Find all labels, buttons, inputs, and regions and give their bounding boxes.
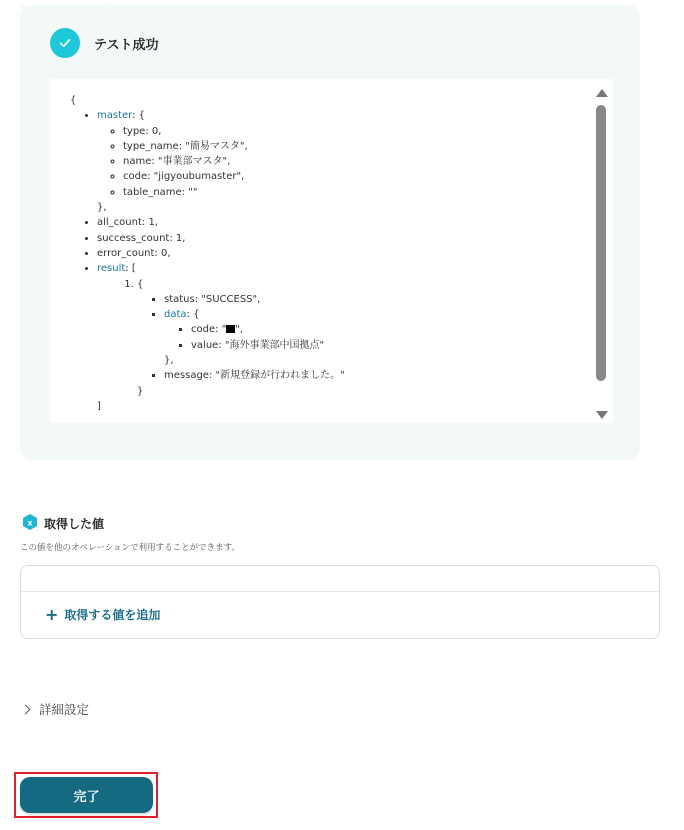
svg-text:x: x [27, 518, 33, 528]
json-output-box[interactable] [50, 79, 613, 423]
json-item-master: • master: { ◦ type: 0, ◦ type_name: "簡易マスタ", ◦ name: "事業部マスタ", ◦ code: "jigyoubumaster", ◦ table_name: "" }, [97, 108, 345, 215]
json-item-data: ▪ data: { ▪ code: " ", ▪ value: "海外事業部中国拠点" }, [164, 307, 345, 368]
json-field: • error_count: 0, [97, 246, 345, 261]
json-key-result[interactable]: result [97, 263, 126, 275]
done-button[interactable]: 完了 [20, 777, 153, 813]
json-close-bracket: ] [97, 400, 101, 412]
json-item-result: • result: [ 1. { ▪ status: "SUCCESS", ▪ data: { ▪ code: " ", ▪ value: "海外事業部中国拠点" }, ▪ message: "新規登録が行われました。" } ] [97, 261, 345, 414]
json-open-brace: { [70, 95, 77, 106]
check-icon [50, 28, 80, 58]
json-field-code: ▪ code: " ", [191, 322, 345, 337]
redacted-block [226, 325, 235, 333]
json-key-master[interactable]: master [97, 110, 133, 122]
json-scrollbar[interactable] [594, 83, 608, 423]
json-field: • all_count: 1, [97, 215, 345, 230]
scroll-up-arrow-icon[interactable] [596, 89, 608, 97]
chevron-right-icon [21, 704, 31, 714]
advanced-settings-label: 詳細設定 [39, 702, 90, 717]
acquired-values-description: この値を他のオペレーションで利用することができます。 [20, 543, 240, 553]
json-field: ▪ status: "SUCCESS", [164, 292, 345, 307]
json-close-brace: } [137, 385, 144, 397]
test-success-title: テスト成功 [94, 38, 159, 53]
test-result-panel [20, 5, 640, 460]
acquired-values-title: 取得した値 [44, 517, 105, 531]
json-field: • success_count: 1, [97, 231, 345, 246]
json-field: ◦ type_name: "簡易マスタ", [123, 139, 345, 154]
json-tree [70, 93, 345, 414]
add-value-label: 取得する値を追加 [64, 608, 161, 622]
json-close-brace: }, [164, 355, 174, 367]
variable-icon [22, 513, 38, 531]
acquired-values-box [20, 565, 660, 639]
divider [21, 591, 659, 592]
json-field: ◦ code: "jigyoubumaster", [123, 169, 345, 184]
plus-icon: + [45, 604, 59, 624]
json-field: ▪ message: "新規登録が行われました。" [164, 368, 345, 383]
json-field: ◦ table_name: "" [123, 185, 345, 200]
json-key-data[interactable]: data [164, 309, 187, 321]
scroll-down-arrow-icon[interactable] [596, 411, 608, 419]
json-close-brace: }, [97, 202, 107, 214]
json-field: ▪ value: "海外事業部中国拠点" [191, 338, 345, 353]
json-field: ◦ name: "事業部マスタ", [123, 154, 345, 169]
json-field: ◦ type: 0, [123, 124, 345, 139]
add-value-button[interactable] [45, 606, 160, 623]
scroll-thumb[interactable] [596, 105, 606, 381]
advanced-settings-toggle[interactable] [20, 700, 89, 718]
json-result-item: 1. { ▪ status: "SUCCESS", ▪ data: { ▪ code: " ", ▪ value: "海外事業部中国拠点" }, ▪ message: "新規登録が行われました。" } [137, 277, 345, 399]
